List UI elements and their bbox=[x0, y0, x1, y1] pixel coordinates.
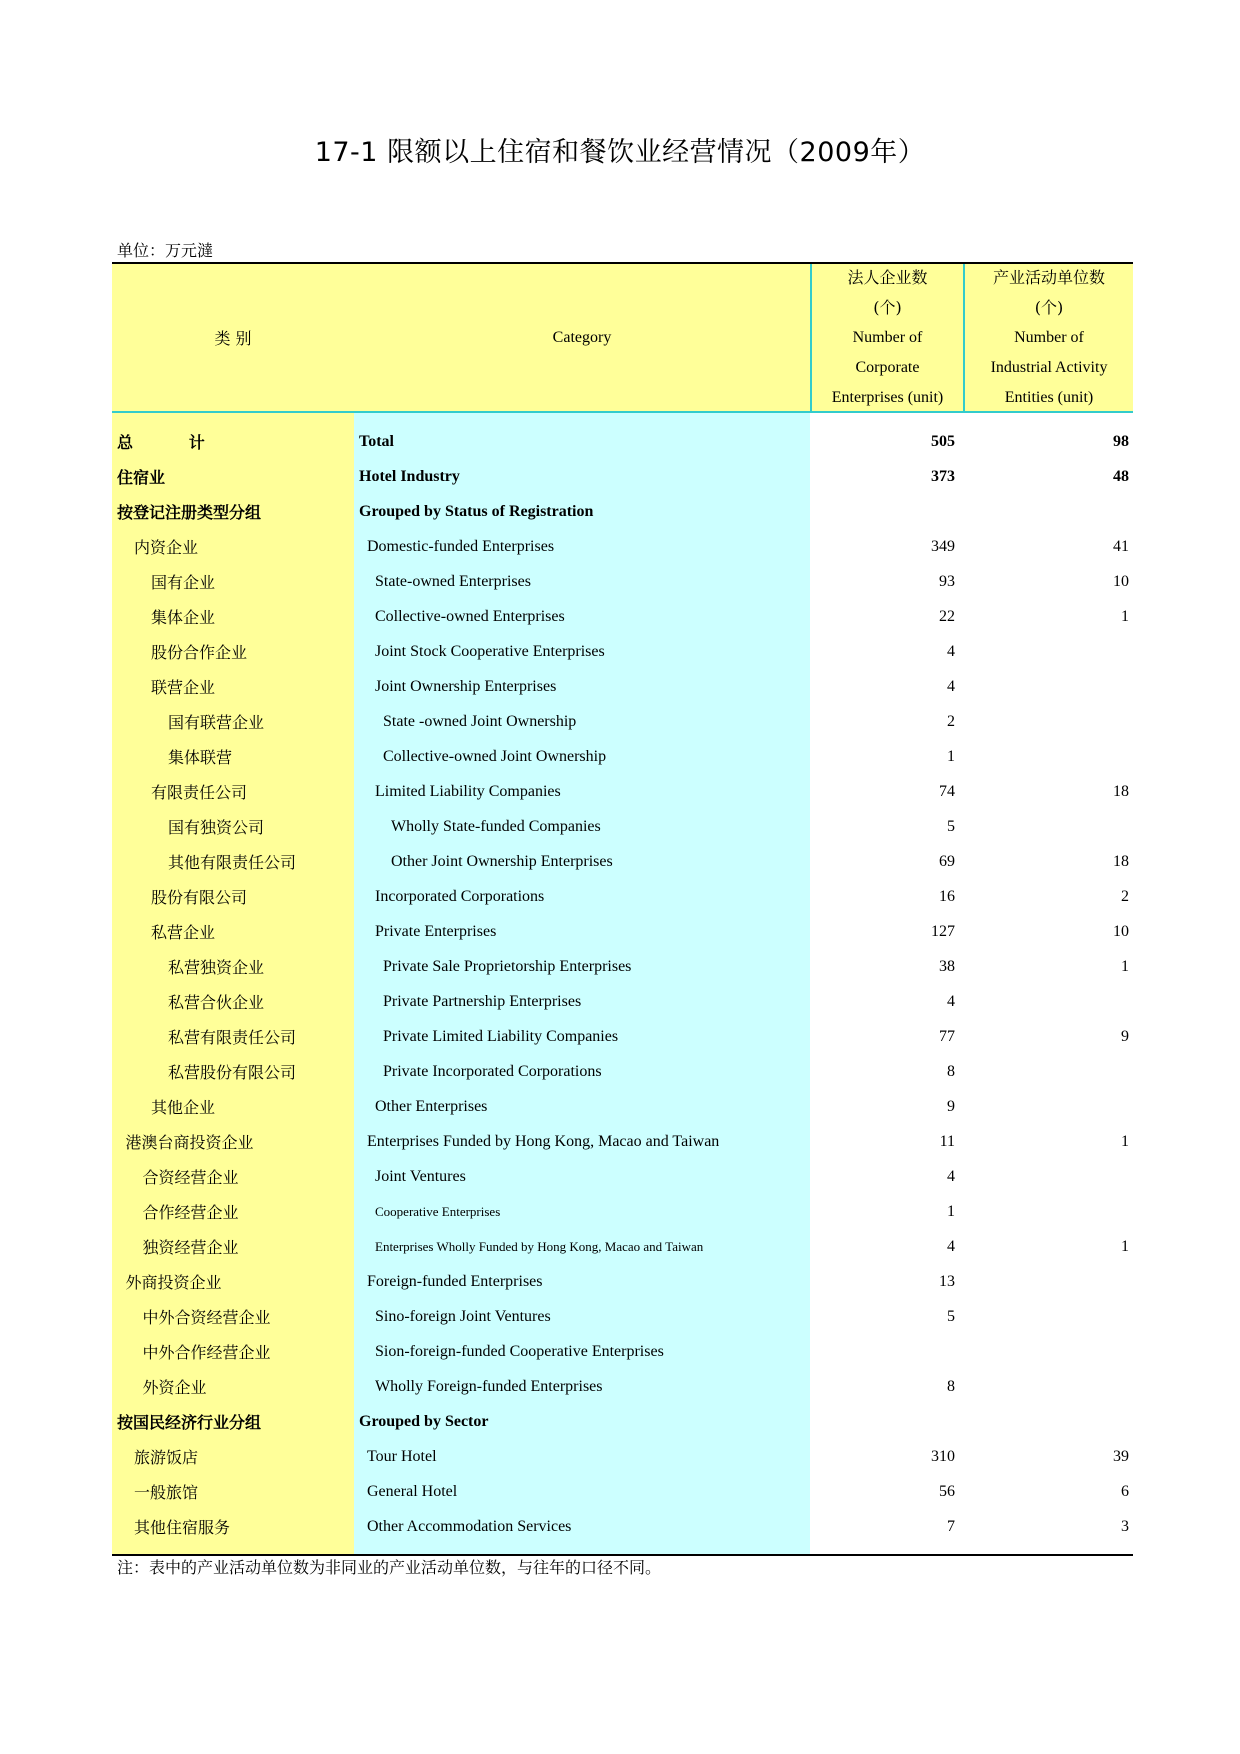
row-en-label: State -owned Joint Ownership bbox=[383, 712, 577, 730]
row-cn-label: 国有企业 bbox=[151, 573, 216, 592]
row-en-label: Hotel Industry bbox=[359, 467, 460, 485]
table-row bbox=[810, 879, 1133, 914]
row-cn-label: 外资企业 bbox=[142, 1378, 207, 1397]
row-en-label: Joint Ventures bbox=[375, 1167, 466, 1185]
row-cn-label: 港澳台商投资企业 bbox=[125, 1133, 254, 1152]
table-row bbox=[810, 1439, 1133, 1474]
table-row bbox=[810, 774, 1133, 809]
industrial-entities-value: 3 bbox=[1121, 1517, 1129, 1535]
table-row bbox=[810, 809, 1133, 844]
row-en-label: Joint Ownership Enterprises bbox=[375, 677, 557, 695]
industrial-entities-value: 6 bbox=[1121, 1482, 1129, 1500]
row-en-label: Grouped by Sector bbox=[359, 1412, 489, 1430]
header-corporate-enterprises bbox=[810, 264, 963, 411]
row-en-label: Limited Liability Companies bbox=[375, 782, 561, 800]
corporate-enterprises-value: 7 bbox=[947, 1517, 955, 1535]
row-cn-label: 中外合作经营企业 bbox=[142, 1343, 271, 1362]
corporate-enterprises-value: 4 bbox=[947, 642, 955, 660]
row-cn-label: 股份合作企业 bbox=[151, 643, 248, 662]
table-body bbox=[112, 413, 1133, 1554]
corporate-enterprises-value: 13 bbox=[939, 1272, 955, 1290]
row-en-label: State-owned Enterprises bbox=[375, 572, 531, 590]
row-cn-label: 中外合资经营企业 bbox=[142, 1308, 271, 1327]
table-row bbox=[810, 1229, 1133, 1264]
row-cn-label: 有限责任公司 bbox=[151, 783, 248, 802]
row-cn-label: 国有联营企业 bbox=[168, 713, 265, 732]
table-header bbox=[112, 264, 1133, 413]
row-en-label: Foreign-funded Enterprises bbox=[367, 1272, 543, 1290]
header-line: Number of bbox=[1014, 328, 1084, 346]
row-en-label: Domestic-funded Enterprises bbox=[367, 537, 555, 555]
table-row bbox=[810, 1299, 1133, 1334]
row-en-label: Grouped by Status of Registration bbox=[359, 502, 594, 520]
corporate-enterprises-value: 9 bbox=[947, 1097, 955, 1115]
table-row bbox=[810, 1264, 1133, 1299]
row-cn-label: 独资经营企业 bbox=[142, 1238, 239, 1257]
row-cn-label: 旅游饭店 bbox=[134, 1448, 199, 1467]
table-row bbox=[810, 739, 1133, 774]
row-cn-label: 集体联营 bbox=[168, 748, 233, 767]
corporate-enterprises-value: 38 bbox=[939, 957, 955, 975]
row-en-label: Incorporated Corporations bbox=[375, 887, 545, 905]
table-row bbox=[810, 424, 1133, 459]
column-category-en bbox=[354, 413, 810, 1554]
row-en-label: General Hotel bbox=[367, 1482, 458, 1500]
corporate-enterprises-value: 22 bbox=[939, 607, 955, 625]
corporate-enterprises-value: 8 bbox=[947, 1062, 955, 1080]
header-line: Entities (unit) bbox=[1004, 388, 1094, 406]
row-cn-label: 总 计 bbox=[117, 433, 205, 452]
corporate-enterprises-value: 349 bbox=[931, 537, 955, 555]
row-en-label: Private Partnership Enterprises bbox=[383, 992, 582, 1010]
table-row bbox=[810, 704, 1133, 739]
corporate-enterprises-value: 373 bbox=[931, 467, 955, 485]
statistics-table bbox=[112, 262, 1133, 1556]
row-en-label: Other Joint Ownership Enterprises bbox=[391, 852, 613, 870]
row-en-label: Tour Hotel bbox=[367, 1447, 437, 1465]
row-cn-label: 私营股份有限公司 bbox=[168, 1063, 297, 1082]
industrial-entities-value: 10 bbox=[1113, 572, 1129, 590]
row-cn-label: 私营企业 bbox=[151, 923, 216, 942]
table-row bbox=[810, 599, 1133, 634]
table-row bbox=[810, 1019, 1133, 1054]
table-row bbox=[810, 949, 1133, 984]
corporate-enterprises-value: 5 bbox=[947, 1307, 955, 1325]
table-row bbox=[810, 529, 1133, 564]
header-line: Number of bbox=[852, 328, 923, 346]
row-cn-label: 国有独资公司 bbox=[168, 818, 265, 837]
corporate-enterprises-value: 310 bbox=[931, 1447, 955, 1465]
corporate-enterprises-value: 77 bbox=[939, 1027, 955, 1045]
table-row bbox=[810, 1509, 1133, 1544]
row-en-label: Private Limited Liability Companies bbox=[383, 1027, 619, 1045]
row-cn-label: 住宿业 bbox=[117, 468, 166, 487]
table-row bbox=[810, 984, 1133, 1019]
table-row bbox=[810, 494, 1133, 529]
table-row bbox=[810, 1159, 1133, 1194]
header-line: Corporate bbox=[855, 358, 920, 376]
table-row bbox=[810, 634, 1133, 669]
industrial-entities-value: 98 bbox=[1113, 432, 1129, 450]
row-cn-label: 其他企业 bbox=[151, 1098, 216, 1117]
corporate-enterprises-value: 4 bbox=[947, 1237, 955, 1255]
corporate-enterprises-value: 127 bbox=[931, 922, 955, 940]
row-en-label: Other Enterprises bbox=[375, 1097, 488, 1115]
industrial-entities-value: 1 bbox=[1121, 957, 1129, 975]
row-en-label: Collective-owned Enterprises bbox=[375, 607, 565, 625]
row-en-label: Other Accommodation Services bbox=[367, 1517, 572, 1535]
corporate-enterprises-value: 4 bbox=[947, 1167, 955, 1185]
corporate-enterprises-value: 56 bbox=[939, 1482, 955, 1500]
page-title: 17-1 限额以上住宿和餐饮业经营情况（2009年） bbox=[314, 137, 926, 168]
row-cn-label: 其他住宿服务 bbox=[134, 1518, 231, 1537]
industrial-entities-value: 48 bbox=[1113, 467, 1129, 485]
table-row bbox=[810, 1334, 1133, 1369]
table-row bbox=[810, 1054, 1133, 1089]
industrial-entities-value: 39 bbox=[1113, 1447, 1129, 1465]
header-line: Industrial Activity bbox=[990, 358, 1108, 376]
unit-label: 单位：万元澾 bbox=[117, 241, 214, 260]
corporate-enterprises-value: 11 bbox=[939, 1132, 955, 1150]
column-category-cn bbox=[112, 413, 354, 1554]
industrial-entities-value: 18 bbox=[1113, 782, 1129, 800]
corporate-enterprises-value: 16 bbox=[939, 887, 955, 905]
header-line: (个) bbox=[873, 297, 902, 317]
industrial-entities-value: 10 bbox=[1113, 922, 1129, 940]
table-row bbox=[810, 1404, 1133, 1439]
row-en-label: Enterprises Wholly Funded by Hong Kong, Macao and Taiwan bbox=[375, 1238, 704, 1254]
table-row bbox=[810, 1474, 1133, 1509]
industrial-entities-value: 9 bbox=[1121, 1027, 1129, 1045]
row-en-label: Sion-foreign-funded Cooperative Enterprises bbox=[375, 1342, 664, 1360]
corporate-enterprises-value: 1 bbox=[947, 1202, 955, 1220]
row-en-label: Private Incorporated Corporations bbox=[383, 1062, 602, 1080]
industrial-entities-value: 41 bbox=[1113, 537, 1129, 555]
row-en-label: Sino-foreign Joint Ventures bbox=[375, 1307, 551, 1325]
corporate-enterprises-value: 1 bbox=[947, 747, 955, 765]
row-en-label: Total bbox=[359, 432, 394, 450]
row-en-label: Collective-owned Joint Ownership bbox=[383, 747, 607, 765]
industrial-entities-value: 18 bbox=[1113, 852, 1129, 870]
corporate-enterprises-value: 4 bbox=[947, 677, 955, 695]
row-cn-label: 按登记注册类型分组 bbox=[117, 503, 262, 522]
footnote: 注：表中的产业活动单位数为非同业的产业活动单位数，与往年的口径不同。 bbox=[117, 1558, 662, 1577]
row-en-label: Private Enterprises bbox=[375, 922, 497, 940]
row-en-label: Joint Stock Cooperative Enterprises bbox=[375, 642, 605, 660]
row-cn-label: 内资企业 bbox=[134, 538, 199, 557]
row-en-label: Cooperative Enterprises bbox=[375, 1203, 501, 1219]
row-cn-label: 联营企业 bbox=[151, 678, 216, 697]
corporate-enterprises-value: 93 bbox=[939, 572, 955, 590]
header-category-cn: 类 别 bbox=[214, 329, 252, 348]
row-cn-label: 其他有限责任公司 bbox=[168, 853, 297, 872]
row-cn-label: 一般旅馆 bbox=[134, 1483, 199, 1502]
row-cn-label: 合资经营企业 bbox=[142, 1168, 239, 1187]
row-cn-label: 合作经营企业 bbox=[142, 1203, 239, 1222]
corporate-enterprises-value: 505 bbox=[931, 432, 955, 450]
row-cn-label: 外商投资企业 bbox=[125, 1273, 222, 1292]
table-row bbox=[810, 564, 1133, 599]
header-line: 产业活动单位数 bbox=[992, 267, 1105, 287]
table-row bbox=[810, 669, 1133, 704]
table-row bbox=[810, 1194, 1133, 1229]
corporate-enterprises-value: 2 bbox=[947, 712, 955, 730]
table-row bbox=[810, 844, 1133, 879]
row-cn-label: 私营独资企业 bbox=[168, 958, 265, 977]
row-en-label: Enterprises Funded by Hong Kong, Macao and Taiwan bbox=[367, 1132, 720, 1150]
corporate-enterprises-value: 74 bbox=[939, 782, 955, 800]
row-cn-label: 私营有限责任公司 bbox=[168, 1028, 297, 1047]
corporate-enterprises-value: 4 bbox=[947, 992, 955, 1010]
industrial-entities-value: 1 bbox=[1121, 1132, 1129, 1150]
header-industrial-entities bbox=[963, 264, 1133, 411]
row-cn-label: 股份有限公司 bbox=[151, 888, 248, 907]
row-cn-label: 集体企业 bbox=[151, 608, 216, 627]
row-cn-label: 私营合伙企业 bbox=[168, 993, 265, 1012]
table-row bbox=[810, 459, 1133, 494]
column-values bbox=[810, 413, 1133, 1554]
table-row bbox=[810, 1124, 1133, 1159]
industrial-entities-value: 1 bbox=[1121, 1237, 1129, 1255]
industrial-entities-value: 2 bbox=[1121, 887, 1129, 905]
row-en-label: Private Sale Proprietorship Enterprises bbox=[383, 957, 632, 975]
row-en-label: Wholly State-funded Companies bbox=[391, 817, 601, 835]
table-row bbox=[810, 1369, 1133, 1404]
table-row bbox=[810, 1089, 1133, 1124]
header-line: Enterprises (unit) bbox=[831, 388, 944, 406]
table-row bbox=[810, 914, 1133, 949]
corporate-enterprises-value: 5 bbox=[947, 817, 955, 835]
row-en-label: Wholly Foreign-funded Enterprises bbox=[375, 1377, 603, 1395]
header-category-en: Category bbox=[552, 328, 612, 346]
row-cn-label: 按国民经济行业分组 bbox=[117, 1413, 262, 1432]
industrial-entities-value: 1 bbox=[1121, 607, 1129, 625]
header-line: 法人企业数 bbox=[847, 267, 928, 287]
header-line: (个) bbox=[1034, 297, 1064, 317]
corporate-enterprises-value: 69 bbox=[939, 852, 955, 870]
corporate-enterprises-value: 8 bbox=[947, 1377, 955, 1395]
